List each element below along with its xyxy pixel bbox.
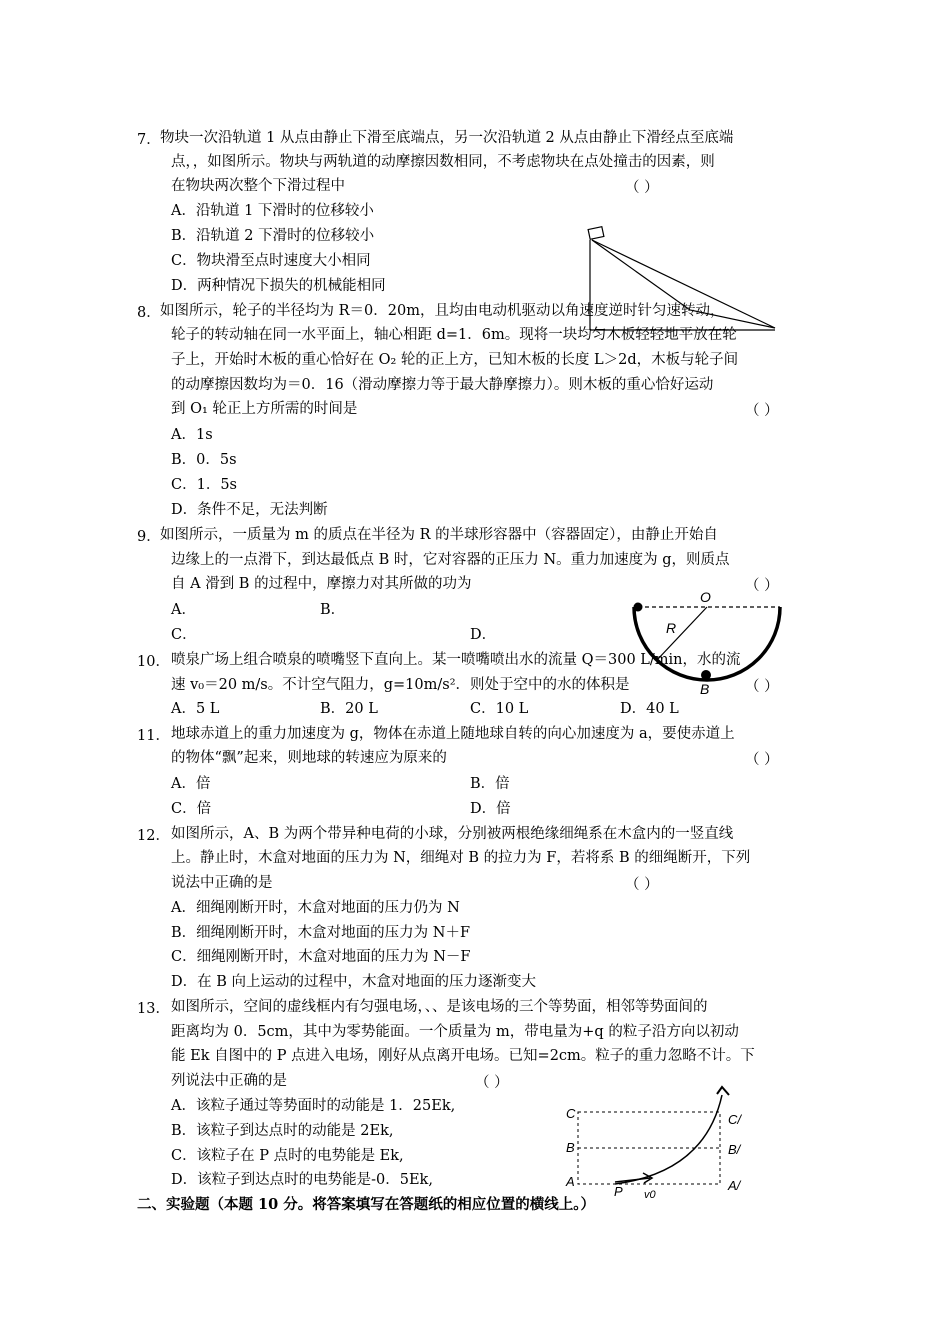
q13-trajectory bbox=[615, 1095, 722, 1184]
q11-option-c: C．倍 bbox=[171, 801, 212, 817]
q7-answer-paren: （ ） bbox=[625, 180, 659, 196]
q8-option-b: B．0．5s bbox=[171, 452, 237, 468]
q9-option-a: A． bbox=[171, 602, 196, 618]
q13-label-c-prime: C/ bbox=[728, 1112, 741, 1127]
q11-answer-paren: （ ） bbox=[745, 752, 779, 768]
q9-hemisphere-figure bbox=[634, 589, 781, 697]
q13-stem-line1: 如图所示，空间的虚线框内有匀强电场，、、是该电场的三个等势面，相邻等势面间的 bbox=[171, 999, 708, 1015]
q7-stem-line1: 物块一次沿轨道 1 从点由静止下滑至底端点，另一次沿轨道 2 从点由静止下滑经点至底端 bbox=[160, 130, 734, 146]
q11-option-a: A．倍 bbox=[171, 776, 211, 792]
q10-option-b: B．20 L bbox=[320, 701, 378, 717]
q13-label-b-prime: B/ bbox=[728, 1142, 741, 1157]
q8-stem-line4: 的动摩擦因数均为＝0．16（滑动摩擦力等于最大静摩擦力）。则木板的重心恰好运动 bbox=[171, 377, 714, 393]
q9-container-arc bbox=[634, 607, 780, 680]
q9-ball-b bbox=[701, 670, 711, 680]
q9-stem-line1: 如图所示，一质量为 m 的质点在半径为 R 的半球形容器中（容器固定），由静止开始自 bbox=[160, 527, 718, 543]
q8-stem-line3: 子上，开始时木板的重心恰好在 O₂ 轮的正上方，已知木板的长度 L＞2d，木板与轮子间 bbox=[171, 352, 739, 368]
q13-label-a: A bbox=[566, 1174, 575, 1189]
q13-label-p: P bbox=[614, 1184, 623, 1199]
q7-incline-figure bbox=[588, 227, 775, 330]
q13-label-b: B bbox=[566, 1140, 575, 1155]
q11-number: 11． bbox=[137, 728, 170, 744]
q9-stem-line2: 边缘上的一点滑下，到达最低点 B 时，它对容器的正压力 N。重力加速度为 g，则质点 bbox=[171, 552, 730, 568]
q13-stem-line4: 列说法中正确的是 bbox=[171, 1073, 287, 1089]
q13-option-a: A．该粒子通过等势面时的动能是 1．25Ek, bbox=[171, 1098, 456, 1114]
q12-number: 12． bbox=[137, 828, 170, 844]
q11-stem-line2: 的物体“飘”起来，则地球的转速应为原来的 bbox=[171, 750, 447, 766]
q10-option-d: D．40 L bbox=[620, 701, 679, 717]
q13-stem-line2: 距离均为 0．5cm，其中为零势能面。一个质量为 m，带电量为+q 的粒子沿方向以初动 bbox=[171, 1024, 739, 1040]
q9-option-c: C． bbox=[171, 627, 197, 643]
q9-answer-paren: （ ） bbox=[745, 578, 779, 594]
q9-stem-line3: 自 A 滑到 B 的过程中，摩擦力对其所做的功为 bbox=[171, 576, 472, 592]
q13-label-a-prime: A/ bbox=[728, 1178, 741, 1193]
q7-option-c: C．物块滑至点时速度大小相同 bbox=[171, 253, 371, 269]
q8-option-c: C．1．5s bbox=[171, 477, 237, 493]
q8-option-d: D．条件不足，无法判断 bbox=[171, 502, 328, 518]
q12-stem-line1: 如图所示，A、B 为两个带异种电荷的小球，分别被两根绝缘细绳系在木盒内的一竖直线 bbox=[171, 826, 734, 842]
q9-option-b: B． bbox=[320, 602, 346, 618]
q9-number: 9． bbox=[137, 529, 161, 545]
q10-option-a: A．5 L bbox=[171, 701, 220, 717]
q8-stem-line2: 轮子的转动轴在同一水平面上，轴心相距 d=1．6m。现将一块均匀木板轻轻地平放在轮 bbox=[171, 327, 737, 343]
q13-field-figure bbox=[565, 1087, 742, 1201]
q10-number: 10． bbox=[137, 654, 170, 670]
q9-label-o: O bbox=[700, 589, 711, 605]
q7-track-1 bbox=[592, 240, 775, 328]
q13-stem-line3: 能 Ek 自图中的 P 点进入电场，刚好从点离开电场。已知=2cm。粒子的重力忽略不计。下 bbox=[171, 1048, 755, 1064]
q13-option-c: C．该粒子在 P 点时的电势能是 Ek, bbox=[171, 1148, 404, 1164]
q7-option-a: A．沿轨道 1 下滑时的位移较小 bbox=[171, 203, 374, 219]
q7-stem-line2: 点，，如图所示。物块与两轨道的动摩擦因数相同，不考虑物块在点处撞击的因素，则 bbox=[171, 154, 715, 170]
q8-answer-paren: （ ） bbox=[745, 403, 779, 419]
q13-label-c: C bbox=[566, 1106, 576, 1121]
q12-option-d: D．在 B 向上运动的过程中，木盒对地面的压力逐渐变大 bbox=[171, 974, 536, 990]
q13-label-v0: v0 bbox=[644, 1189, 656, 1201]
q8-option-a: A．1s bbox=[171, 427, 213, 443]
q9-option-d: D． bbox=[470, 627, 497, 643]
q10-stem-line2: 速 v₀＝20 m/s。不计空气阻力，g=10m/s²．则处于空中的水的体积是 bbox=[171, 677, 630, 693]
q12-option-b: B．细绳刚断开时，木盒对地面的压力为 N＋F bbox=[171, 925, 471, 941]
q10-option-c: C．10 L bbox=[470, 701, 529, 717]
q9-label-r: R bbox=[666, 620, 677, 636]
q13-number: 13． bbox=[137, 1001, 170, 1017]
q10-answer-paren: （ ） bbox=[745, 679, 779, 695]
section-2-heading: 二、实验题（本题 10 分。将答案填写在答题纸的相应位置的横线上。） bbox=[137, 1196, 596, 1213]
q12-option-c: C．细绳刚断开时，木盒对地面的压力为 N－F bbox=[171, 949, 471, 965]
q13-answer-paren: （ ） bbox=[475, 1075, 509, 1091]
q11-stem-line1: 地球赤道上的重力加速度为 g，物体在赤道上随地球自转的向心加速度为 a，要使赤道上 bbox=[171, 726, 735, 742]
q12-answer-paren: （ ） bbox=[625, 877, 659, 893]
q10-stem-line1: 喷泉广场上组合喷泉的喷嘴竖下直向上。某一喷嘴喷出水的流量 Q＝300 L/min，水的流 bbox=[171, 652, 741, 668]
q13-option-d: D．该粒子到达点时的电势能是-0．5Ek, bbox=[171, 1172, 433, 1188]
q11-option-b: B．倍 bbox=[470, 776, 510, 792]
q12-stem-line3: 说法中正确的是 bbox=[171, 875, 273, 891]
q9-radius-line bbox=[657, 607, 707, 660]
q8-number: 8． bbox=[137, 305, 161, 321]
q8-stem-line5: 到 O₁ 轮正上方所需的时间是 bbox=[171, 401, 358, 417]
q7-option-b: B．沿轨道 2 下滑时的位移较小 bbox=[171, 228, 375, 244]
q7-stem-line3: 在物块两次整个下滑过程中 bbox=[171, 178, 345, 194]
q13-exit-arrow-icon bbox=[717, 1087, 729, 1095]
q9-point-a bbox=[634, 603, 643, 612]
q8-stem-line1: 如图所示，轮子的半径均为 R＝0．20m，且均由电动机驱动以角速度逆时针匀速转动， bbox=[160, 303, 725, 319]
q12-stem-line2: 上。静止时，木盒对地面的压力为 N，细绳对 B 的拉力为 F，若将系 B 的细绳断开，下列 bbox=[171, 850, 751, 866]
q9-label-b: B bbox=[700, 681, 710, 697]
q7-number: 7． bbox=[137, 132, 161, 148]
q7-option-d: D．两种情况下损失的机械能相同 bbox=[171, 278, 386, 294]
q11-option-d: D．倍 bbox=[470, 801, 511, 817]
q12-option-a: A．细绳刚断开时，木盒对地面的压力仍为 N bbox=[171, 900, 460, 916]
q13-option-b: B．该粒子到达点时的动能是 2Ek, bbox=[171, 1123, 394, 1139]
q7-block bbox=[588, 227, 604, 240]
